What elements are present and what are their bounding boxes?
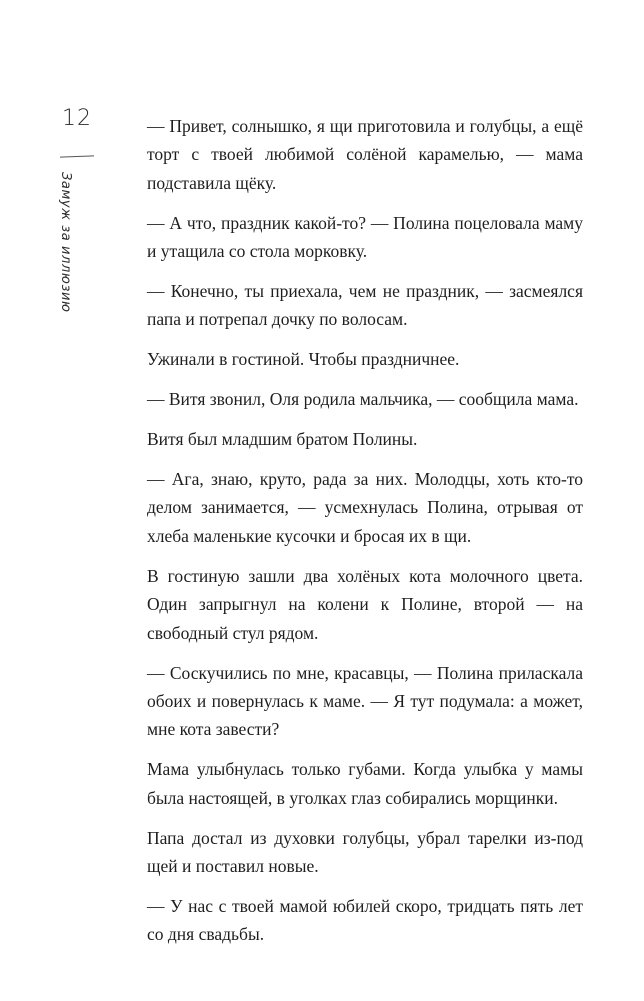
running-title-column xyxy=(49,172,73,322)
page-number: 12 xyxy=(62,106,92,131)
body-text xyxy=(147,112,583,949)
paragraph: — Соскучились по мне, красавцы, — Полина приласкала обоих и повернулась к маме. — Я тут подумала: а может, мне кота завести? xyxy=(147,662,583,740)
paragraph: — У нас с твоей мамой юбилей скоро, тридцать пять лет со дня свадьбы. xyxy=(147,895,583,945)
paragraph: — А что, праздник какой-то? — Полина поцеловала маму и утащила со стола морковку. xyxy=(147,212,583,262)
paragraph: — Конечно, ты приехала, чем не праздник, — засмеялся папа и потрепал дочку по волосам. xyxy=(147,281,583,330)
paragraph: В гостиную зашли два холёных кота молочного цвета. Один запрыгнул на колени к Полине, второй — на свободный стул рядом. xyxy=(147,565,583,643)
running-title: Замуж за иллюзию xyxy=(58,172,73,313)
paragraph: Витя был младшим братом Полины. xyxy=(147,429,418,450)
paragraph: Ужинали в гостиной. Чтобы праздничнее. xyxy=(147,349,460,370)
paragraph: Мама улыбнулась только губами. Когда улыбка у мамы была настоящей, в уголках глаз собирались морщинки. xyxy=(147,759,583,808)
paragraph: Папа достал из духовки голубцы, убрал тарелки из-под щей и поставил новые. xyxy=(147,827,583,876)
paragraph: — Привет, солнышко, я щи приготовила и голубцы, а ещё торт с твоей любимой солёной карамелью, — мама подставила щёку. xyxy=(147,116,583,193)
paragraph: — Витя звонил, Оля родила мальчика, — сообщила мама. xyxy=(147,389,579,410)
paragraph: — Ага, знаю, круто, рада за них. Молодцы, хоть кто-то делом занимается, — усмехнулась Полина, отрывая от хлеба маленькие кусочки и бросая их в щи. xyxy=(147,469,583,546)
margin-divider xyxy=(60,155,94,157)
